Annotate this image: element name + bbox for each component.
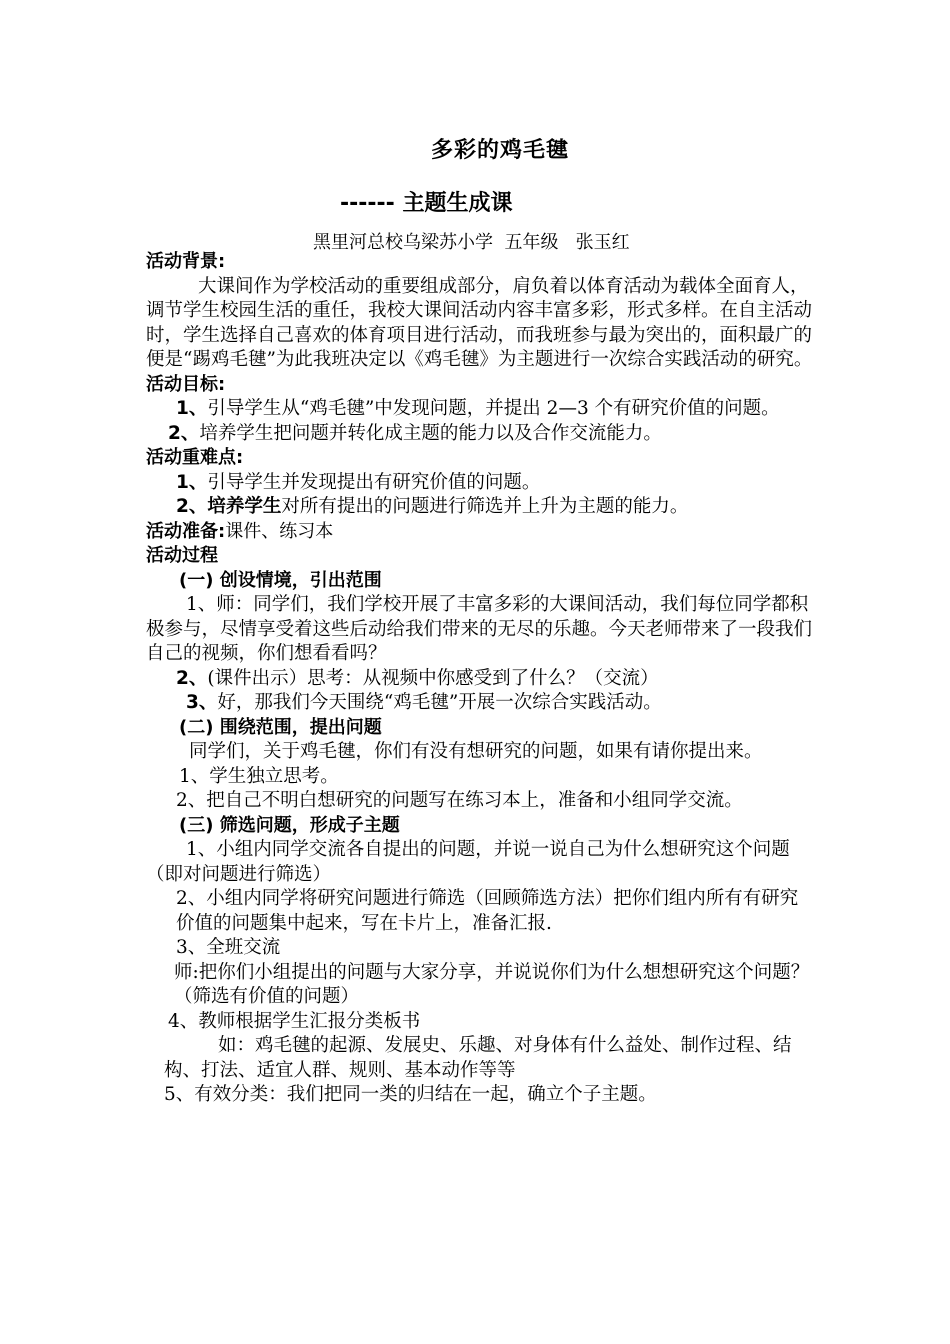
page-subtitle: ------ 主题生成课 — [340, 191, 513, 216]
part-1-p2-number: 2、 — [176, 667, 208, 689]
goal-1-text: 引导学生从“鸡毛毽”中发现问题，并提出 2—3 个有研究价值的问题。 — [207, 398, 780, 419]
part-1-p3-number: 3、 — [186, 692, 218, 713]
part-3-paragraph-3: 3、全班交流 — [176, 937, 281, 958]
goals-heading: 活动目标: — [146, 373, 226, 395]
part-1-p3-text: 好，那我们今天围绕“鸡毛毽”开展一次综合实践活动。 — [217, 692, 662, 713]
part-1-heading: (一) 创设情境，引出范围 — [179, 569, 382, 591]
part-3-paragraph-6: 如：鸡毛毽的起源、发展史、乐趣、对身体有什么益处、制作过程、结构、打法、适宜人群、规则、基本动作等等 — [164, 1035, 792, 1081]
part-1-p2-text: (课件出示）思考：从视频中你感受到了什么？（交流） — [207, 667, 659, 689]
part-3-paragraph-7: 5、有效分类：我们把同一类的归结在一起，确立个子主题。 — [164, 1084, 657, 1105]
page-title: 多彩的鸡毛毽 — [430, 138, 569, 163]
part-1-paragraph-2 — [146, 667, 816, 692]
difficulty-heading: 活动重难点: — [146, 447, 244, 468]
difficulty-2-lead: 2、培养学生 — [176, 496, 282, 517]
part-3-paragraph-1: 1、小组内同学交流各自提出的问题，并说一说自己为什么想研究这个问题（即对问题进行筛选） — [146, 839, 790, 885]
difficulty-item-1 — [146, 471, 816, 496]
part-2-heading: (二) 围绕范围，提出问题 — [179, 716, 382, 738]
part-3-paragraph-2: 2、小组内同学将研究问题进行筛选（回顾筛选方法）把你们组内所有有研究价值的问题集中起来，写在卡片上，准备汇报. — [176, 888, 799, 934]
part-2-paragraph-1: 同学们，关于鸡毛毽，你们有没有想研究的问题，如果有请你提出来。 — [189, 741, 763, 762]
goal-2-number: 2、 — [168, 422, 200, 444]
part-2-paragraph-3: 2、把自己不明白想研究的问题写在练习本上，准备和小组同学交流。 — [176, 790, 743, 811]
preparation-line — [146, 520, 816, 545]
goal-item-2 — [146, 422, 816, 447]
background-paragraph: 大课间作为学校活动的重要组成部分，肩负着以体育活动为载体全面育人，调节学生校园生活的重任，我校大课间活动内容丰富多彩，形式多样。在自主活动时，学生选择自己喜欢的体育项目进行活动，而我班参与最为突出的，面积最广的便是“踢鸡毛毽”为此我班决定以《鸡毛毽》为主题进行一次综合实践活动的研究。 — [146, 275, 813, 370]
background-heading: 活动背景: — [146, 251, 226, 272]
preparation-heading: 活动准备: — [146, 520, 226, 542]
goal-2-text: 培养学生把问题并转化成主题的能力以及合作交流能力。 — [199, 422, 662, 444]
document-body — [146, 250, 816, 1108]
difficulty-2-text: 对所有提出的问题进行筛选并上升为主题的能力。 — [281, 496, 689, 517]
part-3-paragraph-4: 师:把你们小组提出的问题与大家分享，并说说你们为什么想想研究这个问题？（筛选有价值的问题） — [174, 961, 810, 1007]
part-1-paragraph-3 — [146, 691, 816, 716]
goal-item-1 — [146, 397, 816, 422]
difficulty-item-2 — [146, 495, 816, 520]
part-3-paragraph-5: 4、教师根据学生汇报分类板书 — [168, 1010, 421, 1032]
difficulty-1-text: 引导学生并发现提出有研究价值的问题。 — [207, 471, 541, 493]
goal-1-number: 1、 — [176, 398, 208, 419]
part-1-paragraph-1: 1、师：同学们，我们学校开展了丰富多彩的大课间活动，我们每位同学都积极参与，尽情享受着这些后动给我们带来的无尽的乐趣。今天老师带来了一段我们自己的视频，你们想看看吗？ — [146, 594, 813, 664]
part-2-paragraph-2: 1、学生独立思考。 — [179, 765, 339, 787]
preparation-text: 课件、练习本 — [225, 520, 334, 542]
difficulty-1-number: 1、 — [176, 471, 208, 493]
author-byline: 黑里河总校乌梁苏小学 五年级 张玉红 — [313, 232, 630, 253]
process-heading: 活动过程 — [146, 545, 218, 566]
part-3-heading: (三) 筛选问题，形成子主题 — [179, 814, 400, 836]
